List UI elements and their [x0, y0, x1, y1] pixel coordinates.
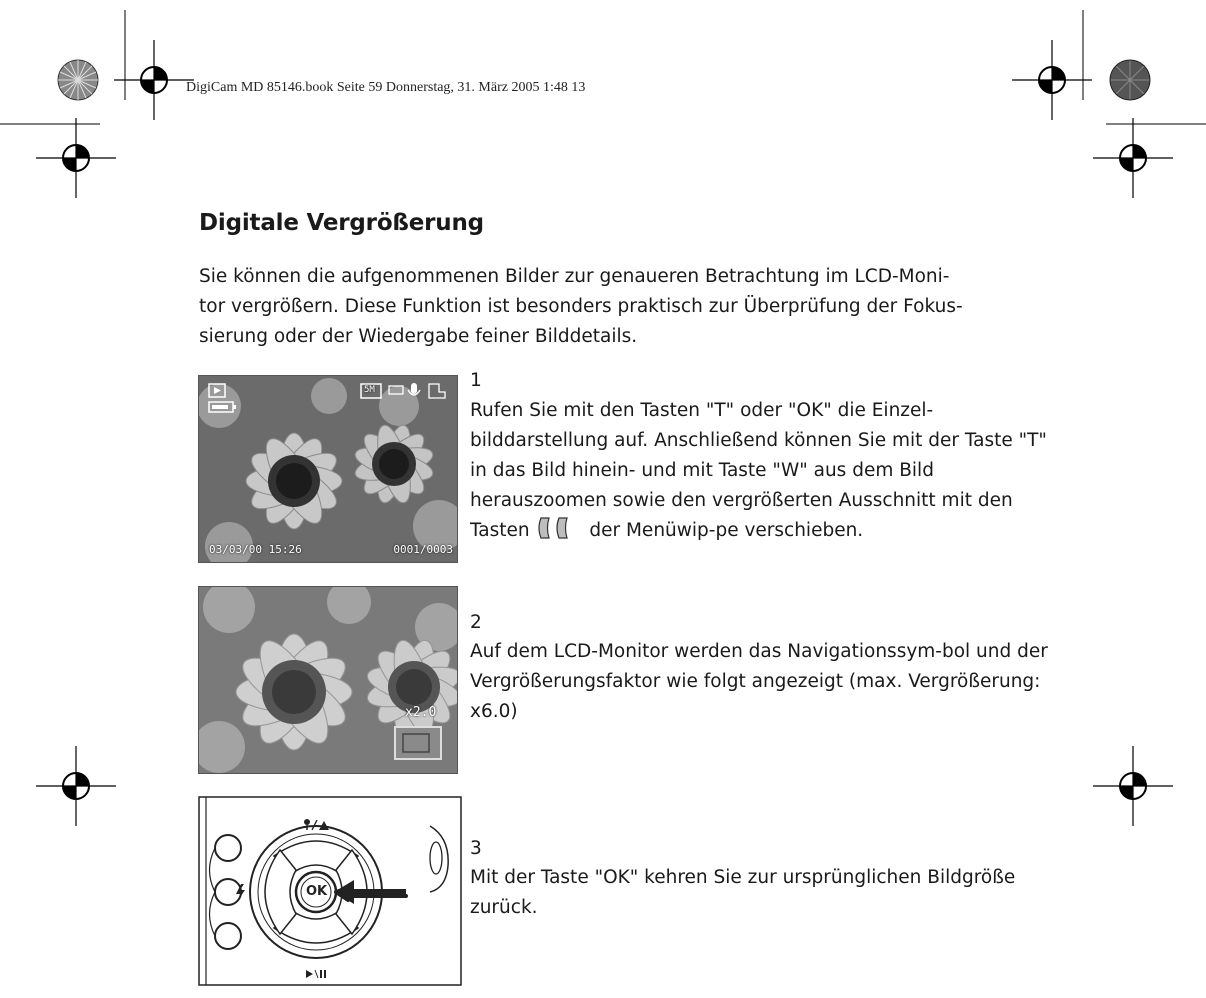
microphone-icon [411, 383, 417, 394]
zoom-factor-label: x2.0 [405, 705, 437, 720]
zoomed-sunflower-photo [199, 587, 457, 773]
lcd-resolution-label: 5M [364, 385, 375, 395]
side-button [215, 923, 241, 949]
camera-buttons-illustration [198, 796, 462, 986]
color-bar-mark [1110, 60, 1150, 100]
page-title: Digitale Vergrößerung [199, 210, 484, 236]
starburst-mark [58, 60, 98, 100]
step-text: Mit der Taste "OK" kehren Sie zur ursprünglichen Bildgröße zurück. [470, 867, 1016, 918]
side-button [215, 835, 241, 861]
step-number: 2 [470, 612, 482, 633]
lcd-playback-image [198, 375, 458, 563]
crosshair-mark [1012, 40, 1092, 120]
step-text: Auf dem LCD-Monitor werden das Navigationssym-bol und der Vergrößerungsfaktor wie folgt angezeigt (max. Vergrößerung: x6.0) [470, 641, 1048, 722]
crosshair-mark [36, 746, 116, 826]
intro-paragraph: Sie können die aufgenommenen Bilder zur genaueren Betrachtung im LCD-Moni- tor vergrößern. Diese Funktion ist besonders praktisch zur Überprüfung der Fokus- sierung oder der Wiedergabe feiner Bilddetails. [199, 266, 963, 347]
step-number: 1 [470, 370, 482, 391]
print-header: DigiCam MD 85146.book Seite 59 Donnerstag, 31. März 2005 1:48 13 [186, 80, 586, 95]
step-text: Rufen Sie mit den Tasten "T" oder "OK" die Einzel-bilddarstellung auf. Anschließend können Sie mit der Taste "T" in das Bild hinein- und mit Taste "W" aus dem Bild herauszoomen sowie den vergrößerten Ausschnitt mit den Tasten der Menüwip-pe verschieben. [470, 396, 1060, 550]
crosshair-mark [114, 40, 194, 120]
lcd-zoom-image [198, 586, 458, 774]
lcd-date-time: 03/03/00 15:26 [209, 543, 302, 556]
crosshair-mark [1093, 746, 1173, 826]
ok-button-label: OK [306, 884, 328, 899]
sunflower-photo [199, 376, 457, 562]
lcd-image-counter: 0001/0003 [393, 543, 453, 556]
step-number: 3 [470, 838, 482, 859]
navigation-frame-icon [395, 727, 441, 759]
left-right-keys-icon [537, 516, 581, 550]
crosshair-mark [36, 118, 116, 198]
crosshair-mark [1093, 118, 1173, 198]
